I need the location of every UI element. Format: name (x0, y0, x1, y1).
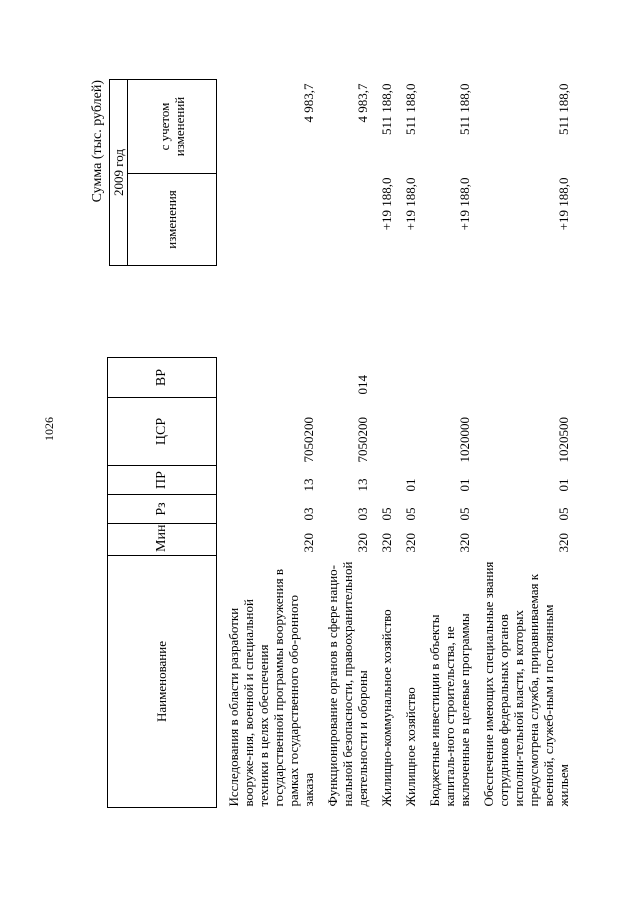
row-name: Функционирование органов в сфере нацио-нальной безопасности, правоохранительной деятельности и обороны (324, 561, 370, 807)
unit-caption: Сумма (тыс. рублей) (90, 80, 105, 203)
row-changes: +19 188,0 (456, 177, 472, 231)
header-rz: Рз (108, 495, 217, 524)
row-min: 320 (456, 533, 472, 553)
row-vr (226, 358, 316, 398)
row-total: 4 983,7 (300, 83, 316, 123)
header-vr: ВР (108, 358, 217, 398)
row-vr (481, 358, 571, 398)
row-rz: 03 (300, 507, 316, 521)
row-csr: 1020000 (456, 417, 472, 463)
row-pr: 01 (555, 478, 571, 492)
row-min: 320 (378, 533, 394, 553)
row-vr (403, 358, 418, 398)
header-csr: ЦСР (108, 398, 217, 466)
row-vr (379, 358, 394, 398)
header-year: 2009 год (109, 80, 127, 266)
row-rz: 05 (456, 507, 472, 521)
row-total: 511 188,0 (456, 83, 472, 136)
header-with-changes: с учетом изменений (127, 80, 216, 174)
row-rz: 05 (378, 507, 394, 521)
row-pr: 13 (300, 478, 316, 492)
row-pr: 01 (456, 478, 472, 492)
row-name: Жилищно-коммунальное хозяйство (378, 609, 394, 807)
row-total: 511 188,0 (402, 83, 418, 136)
table-header (108, 80, 217, 808)
row-name: Обеспечение имеющих специальные звания сотрудников федеральных органов исполни-тельной власти, в которых предусмотрена служба, приравниваемая к военной, служеб-ным и постоянным жильем (480, 561, 571, 807)
row-min: 320 (300, 533, 316, 553)
row-pr: 01 (402, 478, 418, 492)
row-name: Исследования в области разработки вооруже-ния, военной и специальной техники в целях обеспечения государственной программы вооружения в рамках государственного обо-ронного заказа (225, 569, 316, 807)
table-row (325, 80, 370, 808)
row-csr: 1020500 (555, 417, 571, 463)
row-csr (403, 398, 418, 466)
rotated-page-content (90, 80, 571, 808)
header-pr: ПР (108, 466, 217, 495)
table-body (216, 80, 571, 808)
row-vr: 014 (354, 375, 370, 395)
row-total: 511 188,0 (378, 83, 394, 136)
row-name: Жилищное хозяйство (402, 687, 418, 807)
page-number: 1026 (42, 417, 56, 441)
row-rz: 03 (354, 507, 370, 521)
header-min: Мин (108, 524, 217, 556)
row-rz: 05 (402, 507, 418, 521)
row-min: 320 (354, 533, 370, 553)
row-total: 4 983,7 (354, 83, 370, 123)
row-csr: 7050200 (300, 417, 316, 463)
row-changes: +19 188,0 (555, 177, 571, 231)
row-min: 320 (555, 533, 571, 553)
row-rz: 05 (555, 507, 571, 521)
table-row (403, 80, 418, 808)
table-row (481, 80, 571, 808)
table-row (226, 80, 316, 808)
row-csr (379, 398, 394, 466)
budget-table (107, 79, 571, 808)
row-changes: +19 188,0 (378, 177, 394, 231)
table-row (379, 80, 394, 808)
row-total: 511 188,0 (555, 83, 571, 136)
row-vr (427, 358, 472, 398)
row-changes (226, 174, 316, 266)
row-pr (379, 466, 394, 495)
row-name: Бюджетные инвестиции в объекты капиталь-ного строительства, не включенные в целевые программы (426, 613, 472, 807)
row-csr: 7050200 (354, 417, 370, 463)
row-changes: +19 188,0 (402, 177, 418, 231)
row-min: 320 (402, 533, 418, 553)
header-changes: изменения (127, 174, 216, 266)
header-name: Наименование (108, 556, 217, 808)
row-pr: 13 (354, 478, 370, 492)
table-row (427, 80, 472, 808)
row-changes (325, 174, 370, 266)
